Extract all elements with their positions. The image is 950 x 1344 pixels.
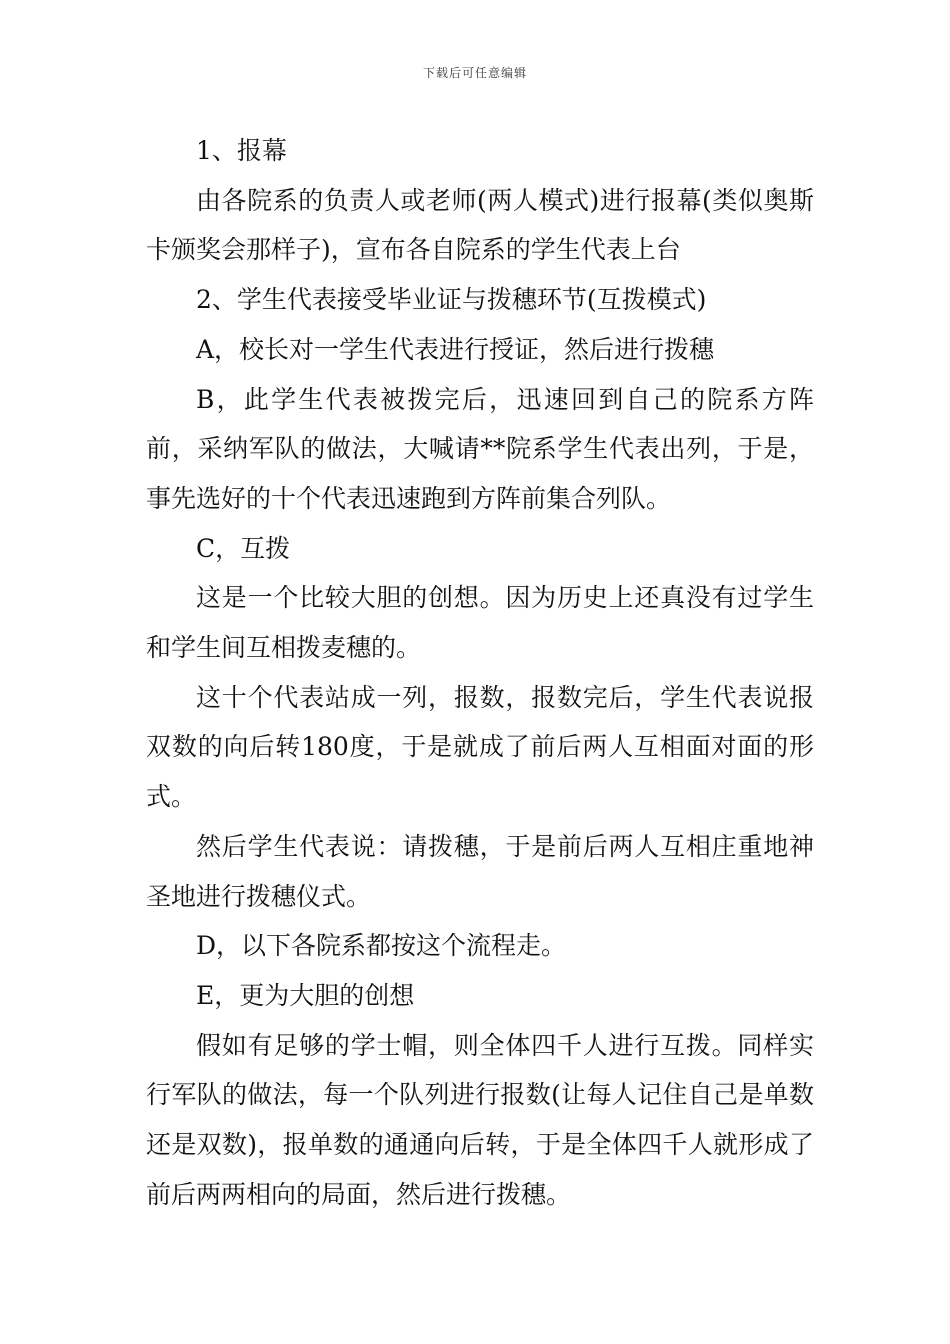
step-e: E，更为大胆的创想 bbox=[196, 980, 415, 1010]
step-d: D，以下各院系都按这个流程走。 bbox=[196, 931, 567, 961]
paragraph-all-students: 假如有足够的学士帽，则全体四千人进行互拨。同样实行军队的做法，每一个队列进行报数(让每人记住自己是单数还是双数)，报单数的通通向后转，于是全体四千人就形成了前后两两相向的局面，然后进行拨穗。 bbox=[146, 1030, 814, 1209]
step-b: B，此学生代表被拨完后，迅速回到自己的院系方阵前，采纳军队的做法，大喊请**院系学生代表出列，于是，事先选好的十个代表迅速跑到方阵前集合列队。 bbox=[146, 384, 814, 513]
section-heading-tassel: 2、学生代表接受毕业证与拨穗环节(互拨模式) bbox=[196, 285, 707, 315]
step-a: A，校长对一学生代表进行授证，然后进行拨穗 bbox=[196, 334, 715, 364]
section-heading-announce: 1、报幕 bbox=[196, 136, 287, 165]
page-header-note: 下载后可任意编辑 bbox=[422, 66, 527, 80]
paragraph-bold-idea: 这是一个比较大胆的创想。因为历史上还真没有过学生和学生间互相拨麦穗的。 bbox=[146, 583, 814, 663]
paragraph-count-off: 这十个代表站成一列，报数，报数完后，学生代表说报双数的向后转180度，于是就成了前后两人互相面对面的形式。 bbox=[146, 682, 814, 812]
step-c: C，互拨 bbox=[196, 533, 291, 563]
document-body bbox=[146, 126, 814, 1219]
paragraph-ceremony: 然后学生代表说：请拨穗，于是前后两人互相庄重地神圣地进行拨穗仪式。 bbox=[146, 831, 814, 911]
paragraph-announce: 由各院系的负责人或老师(两人模式)进行报幕(类似奥斯卡颁奖会那样子)，宣布各自院系的学生代表上台 bbox=[146, 185, 814, 265]
